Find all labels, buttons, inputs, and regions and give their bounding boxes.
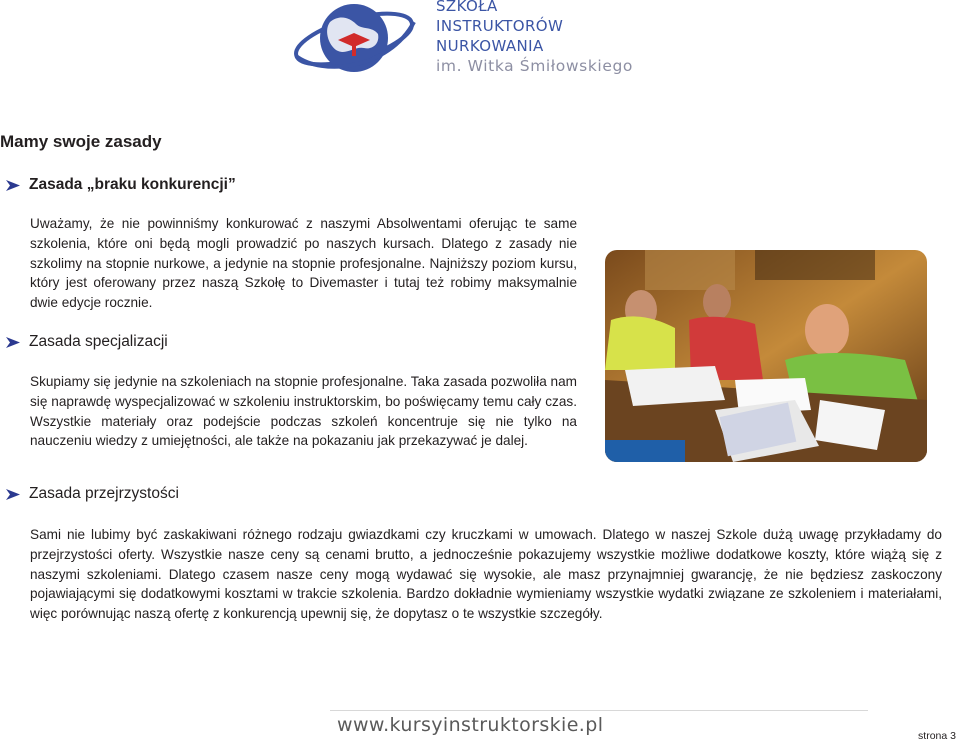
students-studying-photo [605,250,927,462]
section-body-specialization: Skupiamy się jedynie na szkoleniach na stopnie profesjonalne. Taka zasada pozwoliła nam się naprawdę wyspecjalizować w szkoleniu instruktorskim, bo poświęcamy temu cały czas. Wszystkie materiały oraz podejście podczas szkoleń koncentruje się nie tylko na nauczeniu wiedzy z umiejętności, ale także na pokazaniu jak przekazywać je dalej. [30,374,577,449]
section-heading-transparency [6,485,179,503]
section-heading-label: Zasada „braku konkurencji” [29,176,236,193]
bullet-arrow-icon [6,180,20,191]
footer-divider [330,710,868,711]
footer-website-url: www.kursyinstruktorskie.pl [337,714,604,736]
globe-logo-icon [292,0,418,78]
logo-line-2: INSTRUKTORÓW [436,17,564,35]
section-heading-label: Zasada przejrzystości [29,485,179,502]
bullet-arrow-icon [6,337,20,348]
section-body-competition: Uważamy, że nie powinniśmy konkurować z naszymi Absolwentami oferując te same szkolenia, które oni będą mogli prowadzić po naszych kursach. Dlatego z zasady nie szkolimy na stopnie nurkowe, a jedynie na stopnie profesjonalne. Najniższy poziom kursu, który jest oferowany przez naszą Szkołę to Divemaster i tutaj też robimy maksymalnie dwie edycje rocznie. [30,216,577,311]
page-title: Mamy swoje zasady [0,132,162,151]
section-body-transparency: Sami nie lubimy być zaskakiwani różnego rodzaju gwiazdkami czy kruczkami w umowach. Dlatego w naszej Szkole dużą uwagę przykładamy do przejrzystości oferty. Wszystkie nasze ceny są cenami brutto, a jednocześnie pokazujemy wszystkie możliwe dodatkowe koszty, które wiążą się z naszymi szkoleniami. Dlatego czasem nasze ceny mogą wydawać się wysokie, ale masz przynajmniej gwarancję, że nie będziesz zaskoczony pojawiającymi się dodatkowymi kosztami w trakcie szkolenia. Bardzo dokładnie wymieniamy wszystkie wydatki związane ze szkoleniem i materiałami, więc porównując naszą ofertę z konkurencją upewnij się, że dopytasz o te wszystkie szczegóły. [30,527,942,622]
school-logo [292,0,652,80]
section-heading-competition [6,176,236,194]
bullet-arrow-icon [6,489,20,500]
logo-line-4: im. Witka Śmiłowskiego [436,57,633,75]
logo-line-1: SZKOŁA [436,0,498,15]
page-number: strona 3 [918,730,956,742]
logo-line-3: NURKOWANIA [436,37,544,55]
section-heading-specialization [6,333,168,351]
section-heading-label: Zasada specjalizacji [29,333,168,350]
